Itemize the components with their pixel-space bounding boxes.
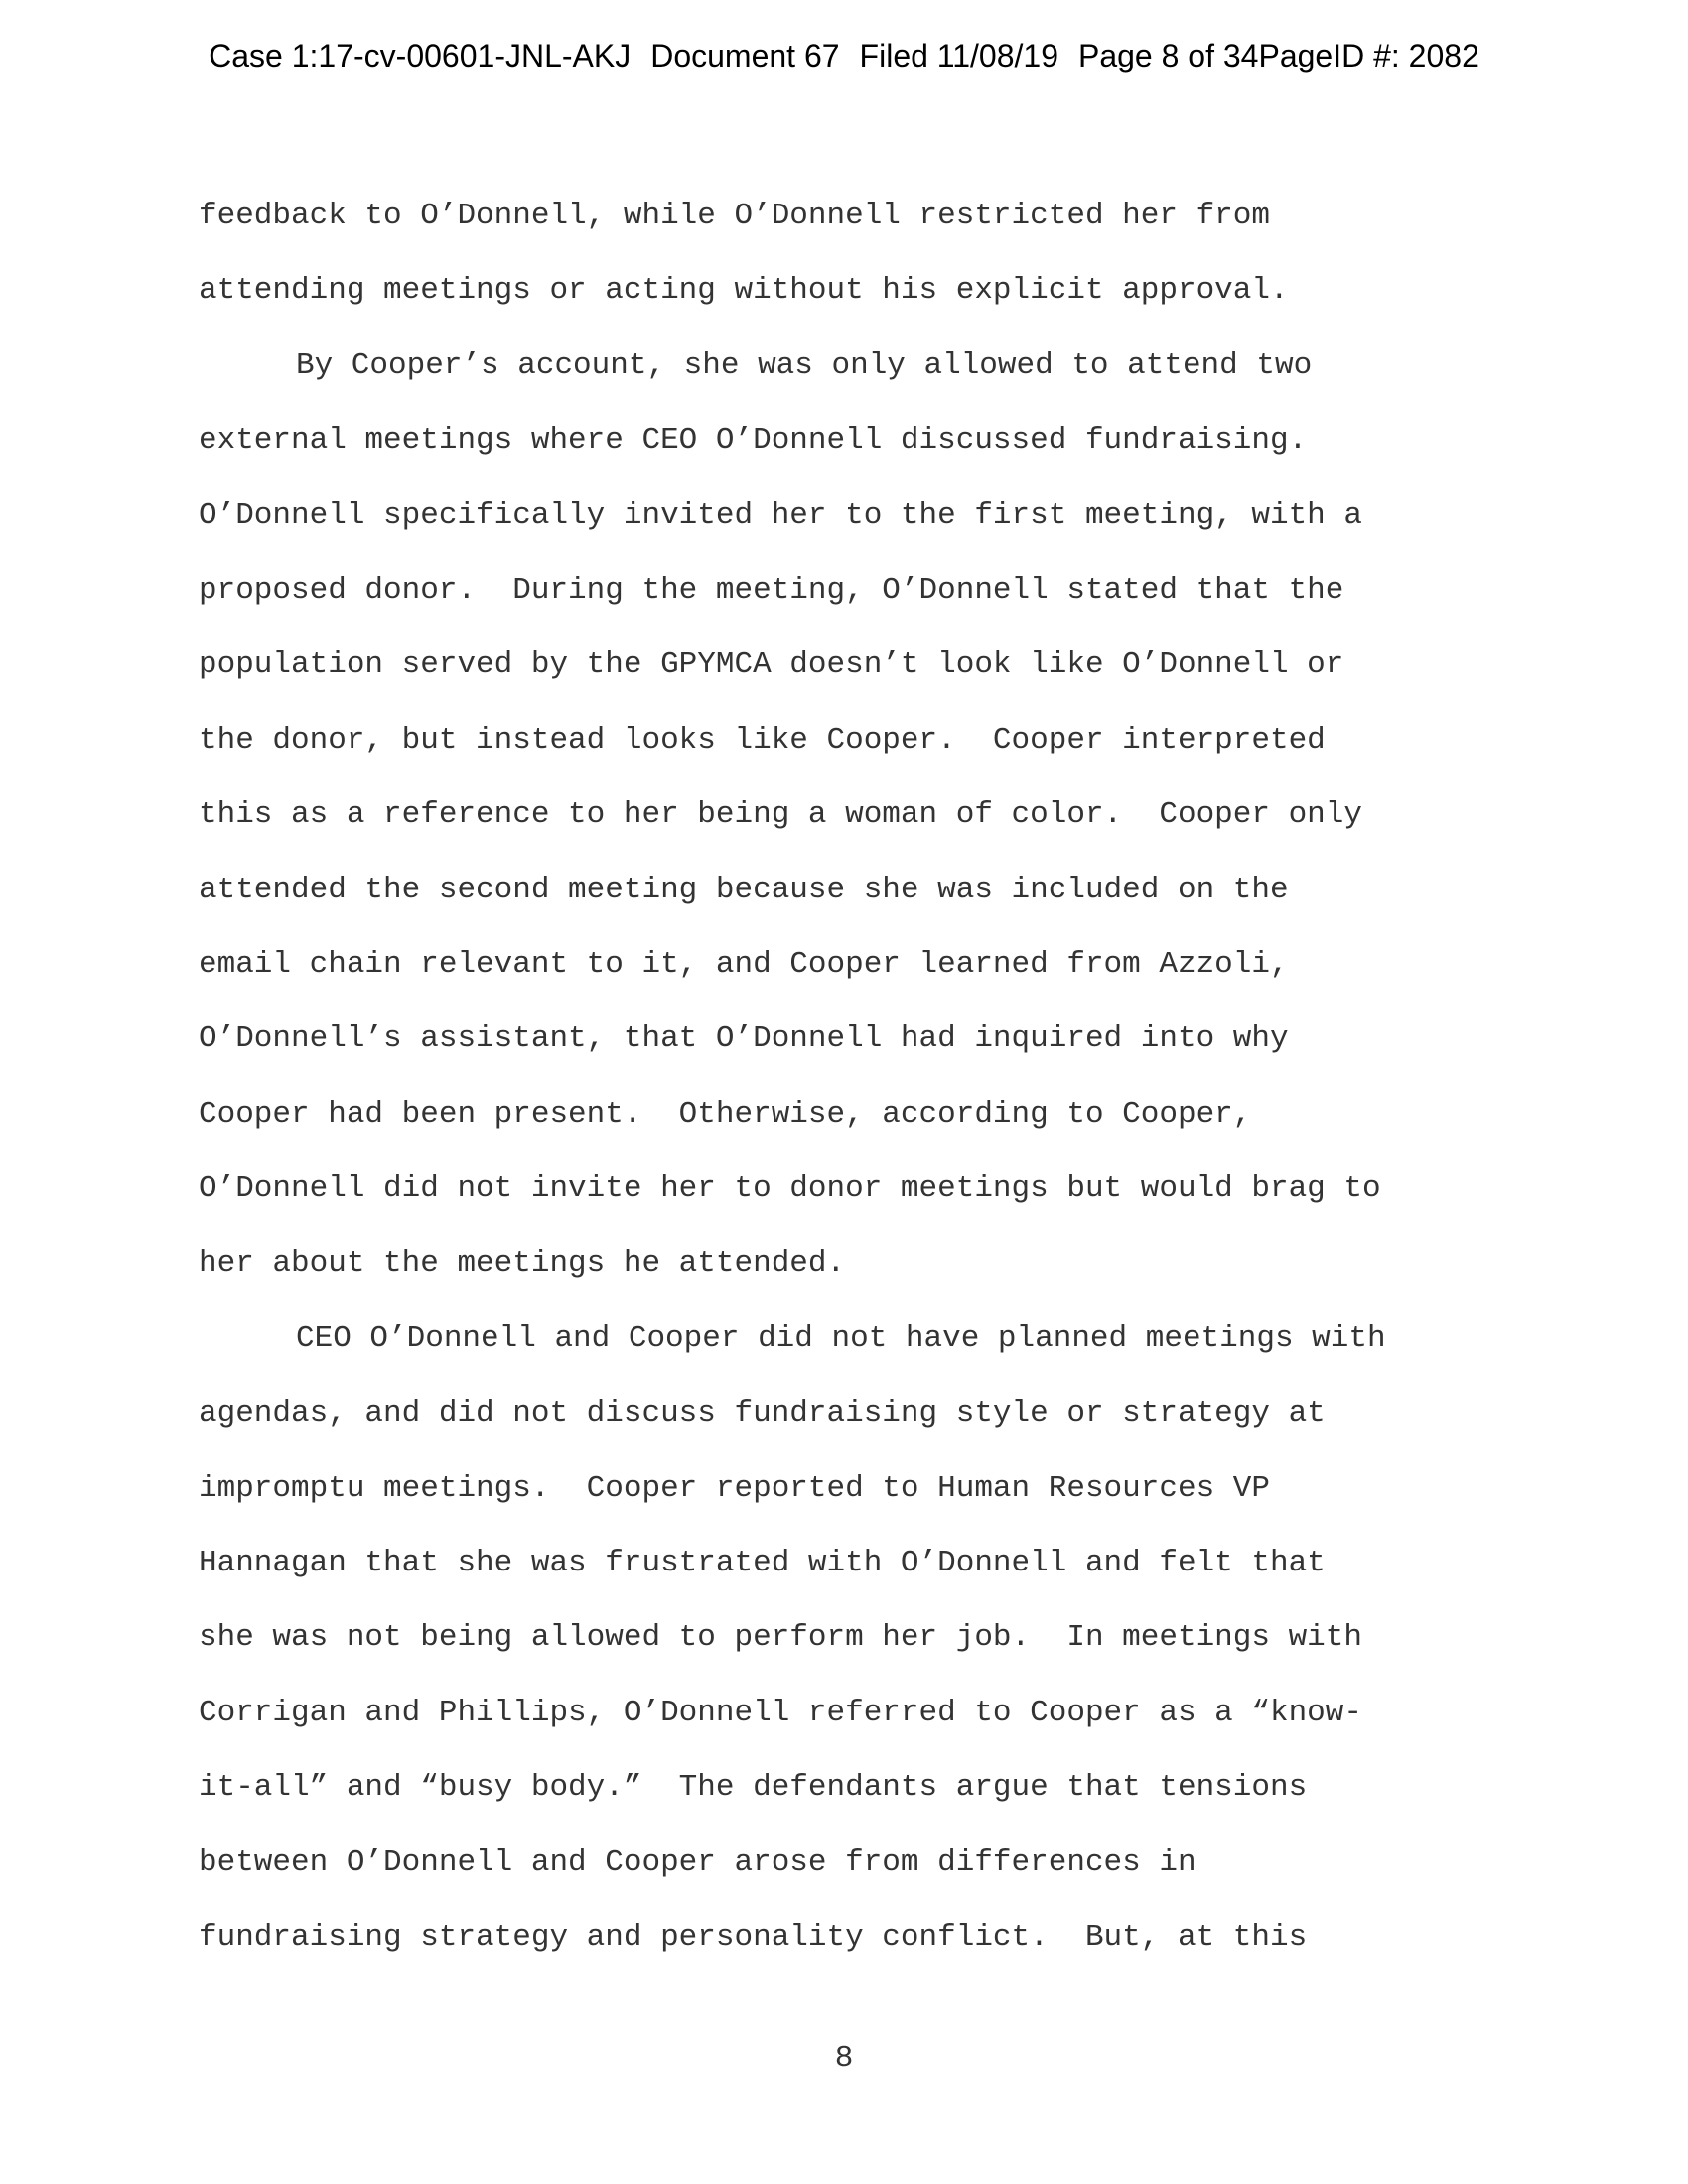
text-line: fundraising strategy and personality conflict. But, at this xyxy=(199,1919,1308,1955)
text-line: agendas, and did not discuss fundraising style or strategy at xyxy=(199,1396,1326,1432)
paragraph-start-line: CEO O’Donnell and Cooper did not have planned meetings with xyxy=(296,1320,1386,1356)
case-number: Case 1:17-cv-00601-JNL-AKJ xyxy=(209,38,632,73)
page-count: Page 8 of 34 xyxy=(1077,38,1259,73)
text-line: it-all” and “busy body.” The defendants argue that tensions xyxy=(199,1770,1308,1806)
text-line: the donor, but instead looks like Cooper. Cooper interpreted xyxy=(199,722,1326,757)
text-line: O’Donnell specifically invited her to the first meeting, with a xyxy=(199,497,1362,533)
text-line: between O’Donnell and Cooper arose from differences in xyxy=(199,1844,1196,1880)
text-line: this as a reference to her being a woman of color. Cooper only xyxy=(199,797,1362,833)
text-line: she was not being allowed to perform her job. In meetings with xyxy=(199,1620,1362,1656)
text-line: email chain relevant to it, and Cooper learned from Azzoli, xyxy=(199,946,1289,982)
text-line: external meetings where CEO O’Donnell discussed fundraising. xyxy=(199,423,1308,459)
text-line: O’Donnell did not invite her to donor meetings but would brag to xyxy=(199,1171,1381,1207)
text-line: Corrigan and Phillips, O’Donnell referred to Cooper as a “know- xyxy=(199,1695,1362,1730)
document-number: Document 67 xyxy=(650,38,840,73)
page-id: PageID #: 2082 xyxy=(1258,38,1479,73)
document-body xyxy=(199,189,1489,1984)
filed-date: Filed 11/08/19 xyxy=(859,38,1058,73)
paragraph-start-line: By Cooper’s account, she was only allowed to attend two xyxy=(296,347,1313,383)
text-line: attending meetings or acting without his explicit approval. xyxy=(199,273,1289,309)
text-line: Cooper had been present. Otherwise, according to Cooper, xyxy=(199,1096,1252,1132)
text-line: O’Donnell’s assistant, that O’Donnell had inquired into why xyxy=(199,1022,1289,1057)
text-line: her about the meetings he attended. xyxy=(199,1246,846,1282)
text-line: Hannagan that she was frustrated with O’Donnell and felt that xyxy=(199,1546,1326,1581)
text-line: impromptu meetings. Cooper reported to Human Resources VP xyxy=(199,1470,1270,1506)
text-line: attended the second meeting because she was included on the xyxy=(199,872,1289,907)
text-line: proposed donor. During the meeting, O’Donnell stated that the xyxy=(199,572,1344,608)
page-number: 8 xyxy=(834,2041,854,2076)
text-line: feedback to O’Donnell, while O’Donnell restricted her from xyxy=(199,199,1270,233)
case-header xyxy=(0,38,1688,74)
text-line: population served by the GPYMCA doesn’t look like O’Donnell or xyxy=(199,647,1344,683)
